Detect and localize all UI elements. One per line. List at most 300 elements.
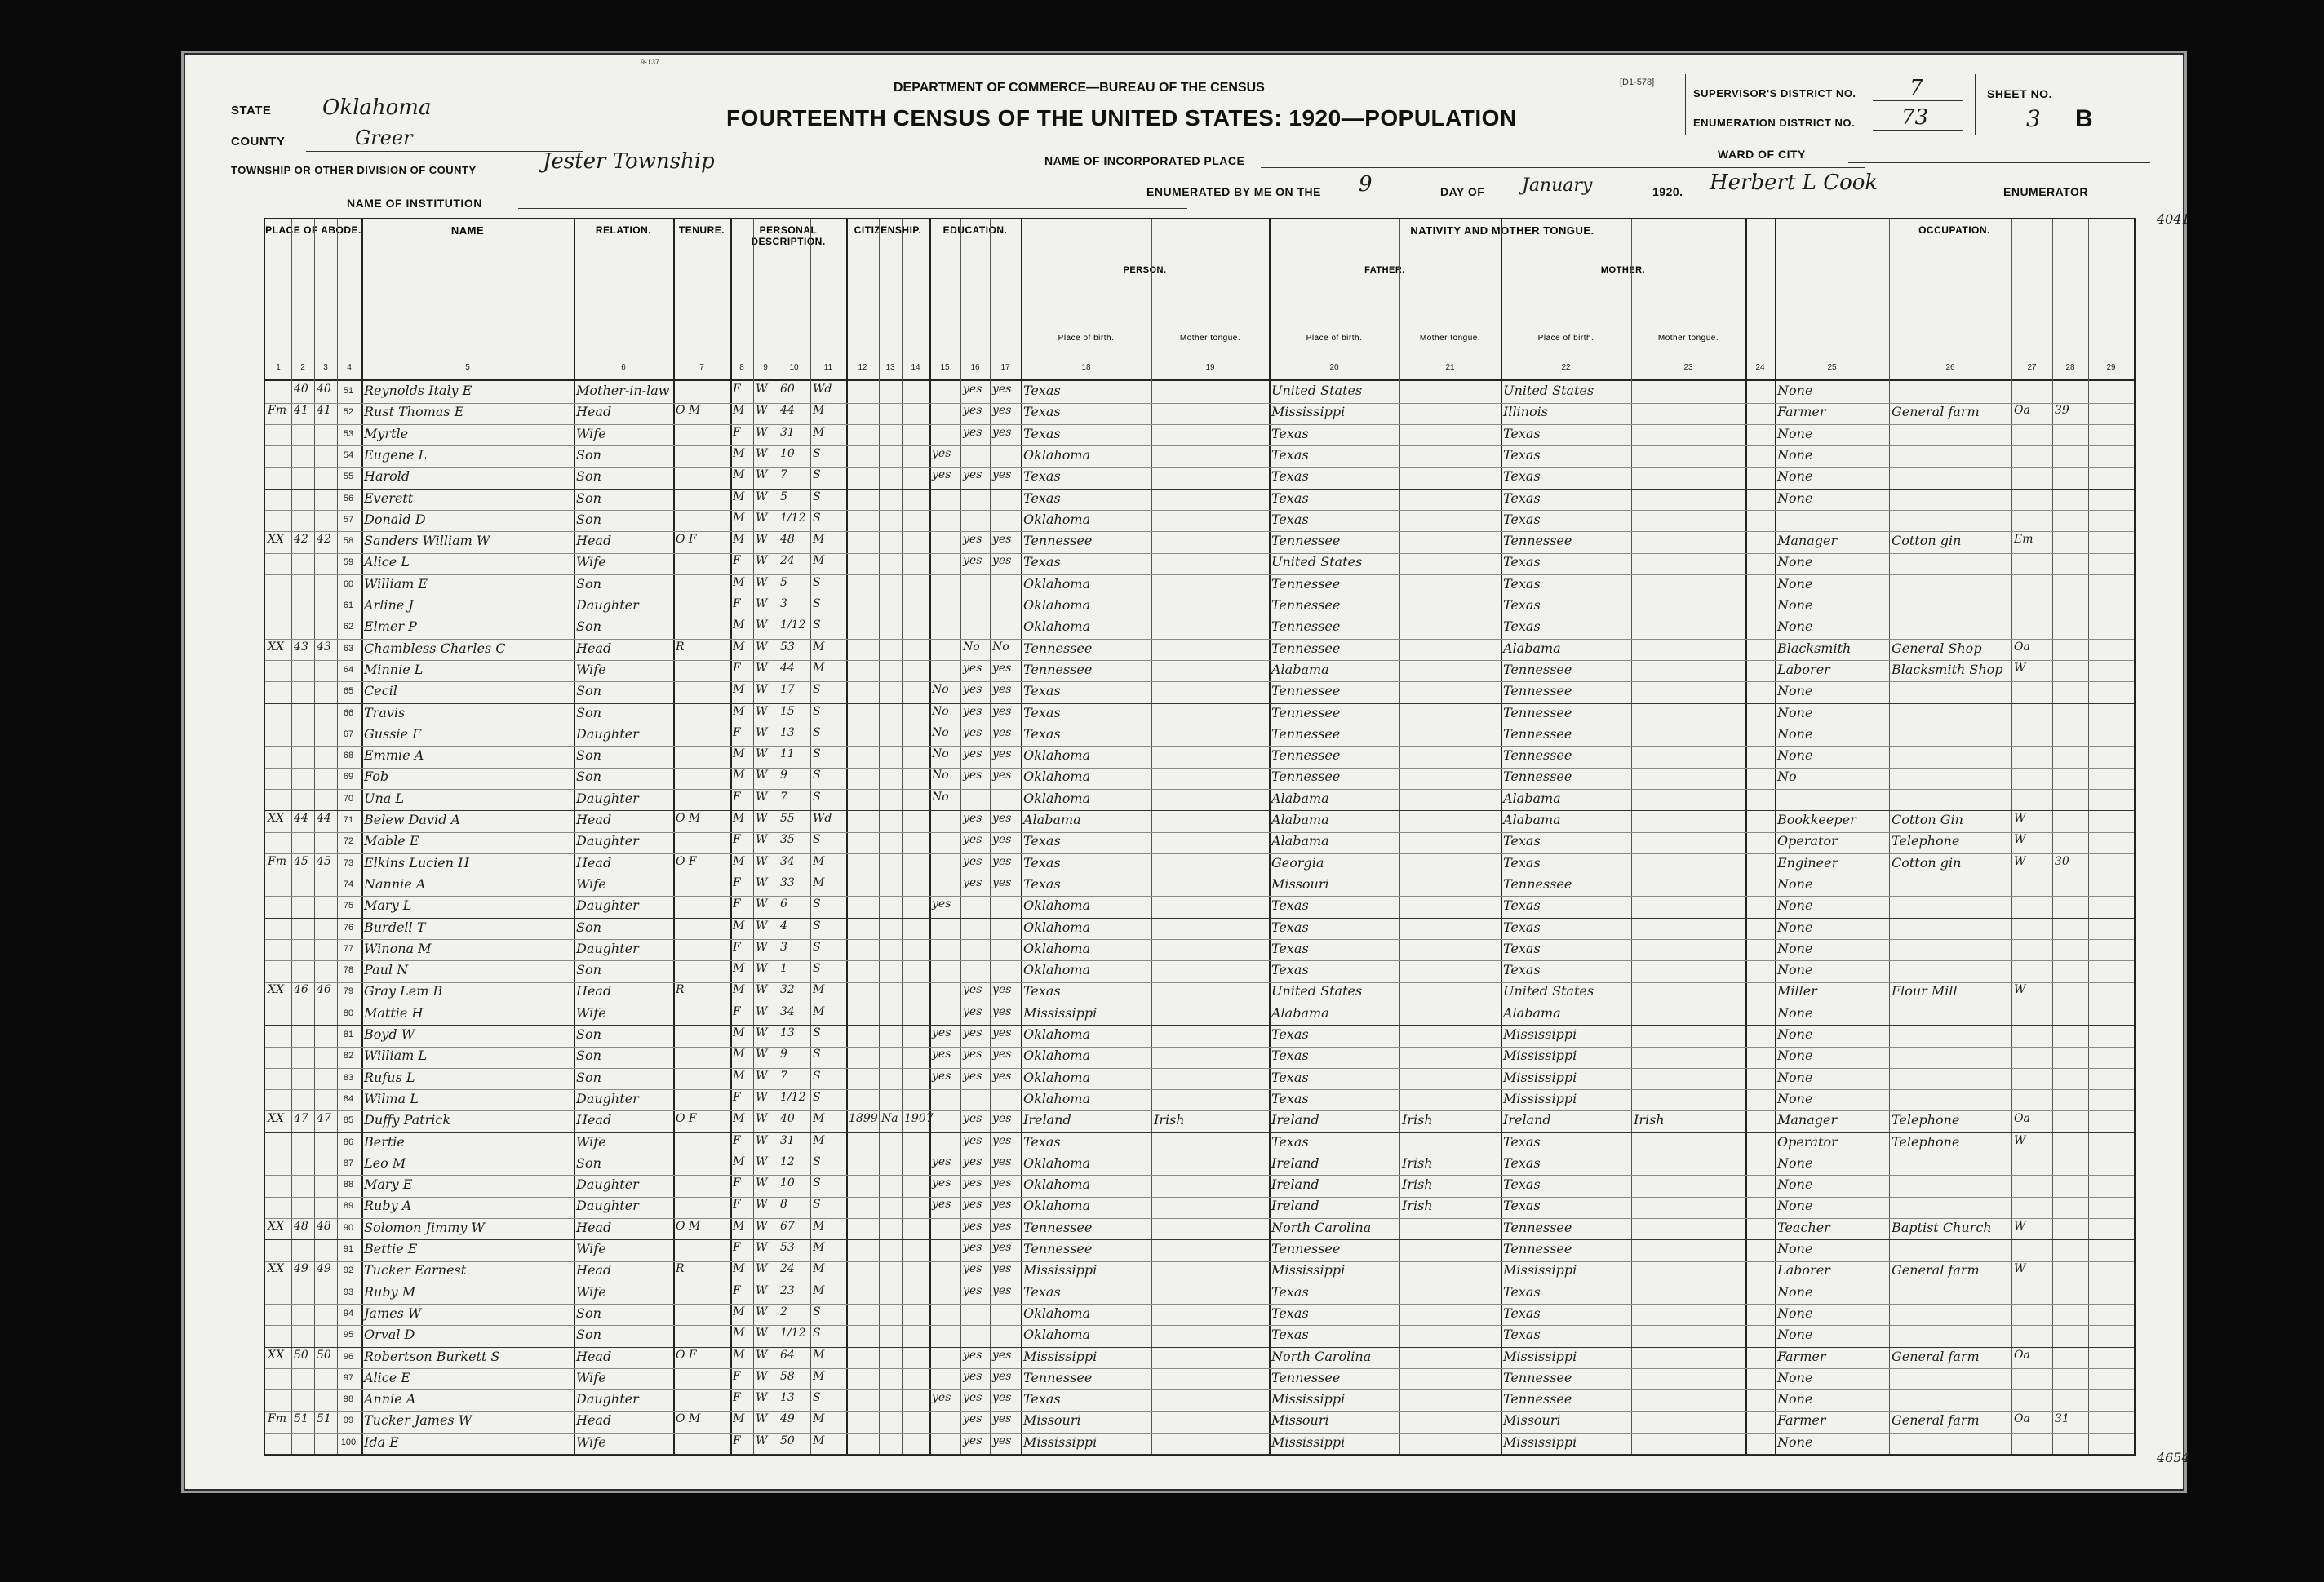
cell-race: W: [756, 812, 768, 825]
county-value: Greer: [355, 126, 413, 149]
cell-pob: Oklahoma: [1023, 919, 1091, 935]
cell-rel: Head: [576, 1219, 612, 1235]
cell-name: Robertson Burkett S: [364, 1348, 500, 1364]
ward-label: WARD OF CITY: [1718, 148, 1806, 161]
cell-mpob: Texas: [1503, 854, 1541, 871]
cell-ln: 90: [343, 1222, 354, 1233]
cell-ms: M: [813, 1241, 825, 1254]
cell-w: yes: [992, 1412, 1012, 1426]
cell-rel: Son: [576, 747, 601, 764]
table-row: [265, 918, 2134, 941]
group-person: PERSON.: [1123, 265, 1167, 275]
day-of-label: DAY OF: [1440, 185, 1485, 198]
cell-ms: M: [813, 1004, 825, 1018]
cell-rel: Wife: [576, 1133, 606, 1150]
column-number: 13: [885, 363, 895, 372]
cell-pob: Oklahoma: [1023, 618, 1091, 635]
column-number: 28: [2065, 363, 2075, 372]
cell-rel: Wife: [576, 1434, 606, 1450]
cell-occ: None: [1777, 962, 1813, 978]
cell-rel: Head: [576, 533, 612, 549]
cell-pob: Oklahoma: [1023, 1305, 1091, 1321]
cell-fpob: Alabama: [1271, 790, 1329, 806]
column-number: 14: [911, 363, 920, 372]
cell-mpob: Mississippi: [1503, 1048, 1577, 1064]
cell-fpob: United States: [1271, 983, 1363, 999]
cell-race: W: [756, 1069, 768, 1083]
cell-r: yes: [963, 1177, 982, 1190]
cell-occ: None: [1777, 597, 1813, 613]
column-number: 24: [1755, 363, 1765, 372]
cell-age: 40: [780, 1112, 795, 1126]
cell-pob: Texas: [1023, 425, 1061, 441]
cell-age: 5: [780, 575, 787, 589]
cell-ms: M: [813, 533, 825, 547]
cell-pob: Oklahoma: [1023, 511, 1091, 527]
cell-mpob: Texas: [1503, 597, 1541, 613]
cell-w: yes: [992, 1133, 1012, 1147]
group-nativity: NATIVITY AND MOTHER TONGUE.: [1410, 224, 1594, 237]
cell-ms: S: [813, 468, 821, 482]
cell-dw: 40: [294, 383, 308, 396]
cell-pob: Tennessee: [1023, 1369, 1093, 1385]
cell-pob: Texas: [1023, 404, 1061, 420]
cell-ms: S: [813, 747, 821, 761]
table-row: [265, 552, 2134, 575]
cell-w: yes: [992, 1369, 1012, 1383]
cell-att: yes: [932, 1391, 951, 1405]
cell-occ: Operator: [1777, 833, 1838, 849]
cell-ms: S: [813, 897, 821, 911]
cell-ms: S: [813, 1327, 821, 1340]
cell-st: Fm: [268, 1412, 286, 1426]
cell-cls: W: [2014, 854, 2026, 868]
cell-sex: M: [733, 704, 745, 718]
cell-ln: 84: [343, 1093, 354, 1104]
group-mother: MOTHER.: [1600, 265, 1646, 275]
table-row: [265, 1089, 2134, 1112]
cell-rel: Head: [576, 1412, 612, 1429]
cell-ms: S: [813, 1154, 821, 1168]
cell-name: Donald D: [364, 511, 426, 527]
cell-name: Emmie A: [364, 747, 424, 764]
cell-att: yes: [932, 1177, 951, 1190]
cell-mpob: Alabama: [1503, 812, 1561, 827]
cell-ln: 62: [343, 622, 354, 632]
cell-mpob: Tennessee: [1503, 1241, 1572, 1256]
cell-occ: None: [1777, 1369, 1813, 1385]
cell-rel: Son: [576, 919, 601, 935]
table-row: [265, 467, 2134, 490]
cell-ln: 77: [343, 943, 354, 954]
subhead-person-pob: Place of birth.: [1058, 334, 1115, 343]
cell-ln: 71: [343, 815, 354, 825]
cell-name: Alice L: [364, 554, 410, 570]
cell-ms: S: [813, 919, 821, 933]
cell-name: Gray Lem B: [364, 983, 443, 999]
cell-fpob: Tennessee: [1271, 725, 1341, 742]
cell-w: yes: [992, 468, 1012, 482]
cell-name: Mable E: [364, 833, 419, 849]
cell-sex: M: [733, 1026, 745, 1039]
cell-rel: Daughter: [576, 833, 639, 849]
cell-r: yes: [963, 1283, 982, 1297]
cell-mpob: Tennessee: [1503, 769, 1572, 785]
cell-pob: Texas: [1023, 854, 1061, 871]
column-number: 4: [347, 363, 352, 372]
cell-occ: None: [1777, 468, 1813, 485]
subhead-person-tongue: Mother tongue.: [1179, 334, 1241, 343]
cell-name: Fob: [364, 769, 389, 785]
cell-mpob: Alabama: [1503, 1004, 1561, 1021]
cell-ms: S: [813, 769, 821, 782]
cell-sex: M: [733, 983, 745, 997]
table-row: [265, 1025, 2134, 1048]
cell-fam: 51: [317, 1412, 331, 1426]
table-row: [265, 1368, 2134, 1391]
cell-pob: Texas: [1023, 490, 1061, 506]
table-row: [265, 875, 2134, 897]
group-citizenship: CITIZENSHIP.: [854, 224, 922, 236]
cell-pob: Oklahoma: [1023, 446, 1091, 463]
cell-race: W: [756, 575, 768, 589]
subhead-father-pob: Place of birth.: [1306, 334, 1363, 343]
cell-att: No: [932, 704, 949, 718]
cell-fpob: Alabama: [1271, 661, 1329, 677]
table-row: [265, 746, 2134, 769]
cell-fpob: Texas: [1271, 425, 1309, 441]
cell-w: yes: [992, 533, 1012, 547]
cell-name: Wilma L: [364, 1090, 419, 1106]
table-row: [265, 660, 2134, 683]
cell-ms: S: [813, 1069, 821, 1083]
cell-cls: W: [2014, 1262, 2026, 1276]
cell-ind: Cotton gin: [1892, 854, 1962, 871]
cell-age: 49: [780, 1412, 795, 1426]
cell-age: 12: [780, 1154, 795, 1168]
cell-race: W: [756, 1241, 768, 1254]
cell-mpob: Texas: [1503, 575, 1541, 592]
cell-rel: Son: [576, 769, 601, 785]
cell-ln: 54: [343, 450, 354, 460]
cell-sex: M: [733, 919, 745, 933]
table-row: [265, 703, 2134, 726]
column-number: 9: [763, 363, 768, 372]
cell-dw: 48: [294, 1219, 308, 1233]
cell-name: Mary L: [364, 897, 412, 914]
cell-st: Fm: [268, 854, 286, 868]
cell-name: Bettie E: [364, 1241, 418, 1256]
cell-race: W: [756, 1154, 768, 1168]
column-number: 17: [1000, 363, 1010, 372]
cell-ln: 61: [343, 600, 354, 610]
census-table: [264, 218, 2136, 1456]
table-row: [265, 489, 2134, 512]
cell-age: 7: [780, 468, 787, 482]
cell-sex: M: [733, 1305, 745, 1318]
cell-race: W: [756, 597, 768, 610]
cell-w: yes: [992, 1434, 1012, 1447]
table-row: [265, 960, 2134, 983]
cell-fam: 44: [317, 812, 331, 825]
cell-pob: Oklahoma: [1023, 747, 1091, 764]
cell-age: 3: [780, 940, 787, 954]
cell-fpob: Ireland: [1271, 1154, 1319, 1171]
enumerator-name: Herbert L Cook: [1710, 171, 1878, 195]
cell-sex: F: [733, 661, 741, 675]
cell-fpob: Tennessee: [1271, 769, 1341, 785]
cell-name: Ruby M: [364, 1283, 416, 1300]
cell-ln: 78: [343, 965, 354, 976]
cell-mpob: Tennessee: [1503, 1219, 1572, 1235]
cell-pob: Oklahoma: [1023, 1327, 1091, 1343]
cell-fpob: Tennessee: [1271, 1369, 1341, 1385]
state-label: STATE: [231, 104, 272, 117]
cell-dw: 42: [294, 533, 308, 547]
cell-race: W: [756, 1283, 768, 1297]
cell-ln: 66: [343, 707, 354, 718]
cell-r: yes: [963, 1348, 982, 1362]
cell-r: yes: [963, 1026, 982, 1039]
cell-fpob: Texas: [1271, 897, 1309, 914]
cell-age: 35: [780, 833, 795, 847]
cell-race: W: [756, 1048, 768, 1061]
cell-fpob: Mississippi: [1271, 1434, 1346, 1450]
column-number: 2: [300, 363, 305, 372]
cell-w: yes: [992, 1154, 1012, 1168]
cell-age: 1/12: [780, 1327, 806, 1340]
cell-name: Tucker Earnest: [364, 1262, 467, 1278]
census-sheet: [181, 51, 2190, 1493]
cell-fpob: Ireland: [1271, 1177, 1319, 1193]
margin-note-top: 4041: [2157, 211, 2190, 227]
cell-occ: Teacher: [1777, 1219, 1830, 1235]
cell-race: W: [756, 1198, 768, 1212]
cell-pob: Mississippi: [1023, 1348, 1098, 1364]
cell-rel: Daughter: [576, 897, 639, 914]
cell-race: W: [756, 383, 768, 396]
cell-pob: Oklahoma: [1023, 897, 1091, 914]
cell-ln: 72: [343, 836, 354, 847]
column-number: 16: [970, 363, 980, 372]
cell-ln: 69: [343, 772, 354, 782]
cell-st: XX: [268, 1112, 284, 1126]
table-row: [265, 1389, 2134, 1412]
ward-underline: [1848, 162, 2150, 163]
cell-st: XX: [268, 812, 284, 825]
cell-age: 1/12: [780, 1090, 806, 1104]
cell-name: Nannie A: [364, 875, 426, 892]
cell-st: XX: [268, 1348, 284, 1362]
cell-pob: Oklahoma: [1023, 597, 1091, 613]
cell-r: yes: [963, 404, 982, 418]
table-row: [265, 1261, 2134, 1283]
cell-w: yes: [992, 769, 1012, 782]
cell-mpob: Texas: [1503, 1133, 1541, 1150]
cell-name: Sanders William W: [364, 533, 490, 549]
cell-ln: 96: [343, 1351, 354, 1362]
cell-name: Elkins Lucien H: [364, 854, 470, 871]
cell-fam: 41: [317, 404, 331, 418]
cell-age: 64: [780, 1348, 795, 1362]
cell-ms: M: [813, 1412, 825, 1426]
table-row: [265, 1218, 2134, 1241]
cell-sex: M: [733, 618, 745, 632]
cell-occ: None: [1777, 575, 1813, 592]
cell-age: 1/12: [780, 511, 806, 525]
cell-occ: None: [1777, 1048, 1813, 1064]
cell-cls: Oa: [2014, 404, 2030, 418]
cell-occ: Farmer: [1777, 404, 1826, 420]
cell-pob: Texas: [1023, 383, 1061, 398]
cell-dw: 43: [294, 640, 308, 654]
cell-r: yes: [963, 468, 982, 482]
cell-w: yes: [992, 661, 1012, 675]
cell-ms: M: [813, 640, 825, 654]
cell-r: yes: [963, 1133, 982, 1147]
cell-ln: 55: [343, 472, 354, 482]
cell-mpob: Texas: [1503, 618, 1541, 635]
cell-ms: S: [813, 575, 821, 589]
cell-ln: 68: [343, 751, 354, 761]
supervisor-label: SUPERVISOR'S DISTRICT NO.: [1693, 87, 1856, 100]
cell-rel: Wife: [576, 875, 606, 892]
cell-age: 6: [780, 897, 787, 911]
cell-sex: F: [733, 1133, 741, 1147]
cell-sex: M: [733, 640, 745, 654]
cell-st: XX: [268, 640, 284, 654]
group-abode: PLACE OF ABODE.: [265, 224, 361, 236]
cell-race: W: [756, 897, 768, 911]
cell-age: 67: [780, 1219, 795, 1233]
cell-name: Everett: [364, 490, 414, 506]
cell-fpob: Tennessee: [1271, 618, 1341, 635]
cell-occ: None: [1777, 425, 1813, 441]
cell-rel: Son: [576, 1305, 601, 1321]
cell-rel: Head: [576, 854, 612, 871]
cell-w: yes: [992, 425, 1012, 439]
cell-fpob: Texas: [1271, 1327, 1309, 1343]
incorporated-underline: [1261, 167, 1865, 168]
cell-name: Annie A: [364, 1391, 416, 1407]
group-education: EDUCATION.: [942, 224, 1008, 236]
cell-ind: Cotton Gin: [1892, 812, 1963, 827]
column-number: 6: [621, 363, 626, 372]
cell-fmt: Irish: [1402, 1112, 1433, 1128]
cell-ln: 79: [343, 986, 354, 997]
cell-name: Minnie L: [364, 661, 424, 677]
cell-rel: Daughter: [576, 1177, 639, 1193]
cell-age: 13: [780, 725, 795, 739]
table-row: [265, 1347, 2134, 1370]
cell-dw: 41: [294, 404, 308, 418]
cell-fpob: Missouri: [1271, 1412, 1329, 1429]
cell-ln: 67: [343, 729, 354, 739]
cell-mpob: Tennessee: [1503, 533, 1572, 549]
margin-note-bottom: 4654: [2157, 1450, 2190, 1465]
cell-ms: S: [813, 1391, 821, 1405]
cell-ms: Wd: [813, 383, 832, 396]
cell-rel: Son: [576, 1327, 601, 1343]
cell-pob: Texas: [1023, 468, 1061, 485]
cell-race: W: [756, 1090, 768, 1104]
cell-race: W: [756, 790, 768, 804]
cell-pob: Tennessee: [1023, 661, 1093, 677]
cell-r: yes: [963, 833, 982, 847]
cell-ms: S: [813, 1177, 821, 1190]
cell-age: 50: [780, 1434, 795, 1447]
cell-cls: Oa: [2014, 1412, 2030, 1426]
cell-race: W: [756, 490, 768, 503]
enumeration-district-number: 73: [1901, 105, 1929, 130]
cell-name: William L: [364, 1048, 428, 1064]
cell-sex: M: [733, 1154, 745, 1168]
cell-r: yes: [963, 1048, 982, 1061]
cell-sex: M: [733, 812, 745, 825]
cell-ms: M: [813, 1219, 825, 1233]
cell-ind: General farm: [1892, 1262, 1980, 1278]
cell-ms: S: [813, 725, 821, 739]
cell-pob: Texas: [1023, 725, 1061, 742]
cell-sex: F: [733, 875, 741, 889]
cell-ms: S: [813, 940, 821, 954]
cell-sex: F: [733, 1369, 741, 1383]
cell-occ: None: [1777, 1177, 1813, 1193]
cell-occ: None: [1777, 875, 1813, 892]
cell-rel: Head: [576, 404, 612, 420]
cell-ln: 60: [343, 578, 354, 589]
table-row: [265, 1154, 2134, 1177]
cell-age: 10: [780, 446, 795, 460]
cell-sex: F: [733, 1004, 741, 1018]
cell-fmt: Irish: [1402, 1154, 1433, 1171]
cell-fpob: Texas: [1271, 1048, 1309, 1064]
cell-ms: S: [813, 704, 821, 718]
cell-sex: M: [733, 1069, 745, 1083]
cell-pob: Texas: [1023, 683, 1061, 699]
cell-mpob: Texas: [1503, 446, 1541, 463]
cell-pob: Oklahoma: [1023, 790, 1091, 806]
cell-name: Burdell T: [364, 919, 426, 935]
cell-pob: Oklahoma: [1023, 1177, 1091, 1193]
cell-fpob: Tennessee: [1271, 1241, 1341, 1256]
cell-st: XX: [268, 1219, 284, 1233]
cell-occ: None: [1777, 1069, 1813, 1085]
cell-sex: F: [733, 790, 741, 804]
column-number: 23: [1683, 363, 1693, 372]
sheet-label: SHEET NO.: [1987, 87, 2052, 100]
cell-sex: F: [733, 1434, 741, 1447]
cell-pob: Tennessee: [1023, 1219, 1093, 1235]
cell-ten: R: [676, 640, 685, 654]
cell-ms: S: [813, 683, 821, 697]
cell-ln: 83: [343, 1072, 354, 1083]
cell-race: W: [756, 425, 768, 439]
cell-ind: Telephone: [1892, 1112, 1960, 1128]
cell-race: W: [756, 725, 768, 739]
cell-race: W: [756, 446, 768, 460]
cell-age: 48: [780, 533, 795, 547]
cell-race: W: [756, 704, 768, 718]
cell-farm: 31: [2055, 1412, 2069, 1426]
cell-att: No: [932, 747, 949, 761]
cell-pob: Oklahoma: [1023, 1026, 1091, 1042]
table-row: [265, 896, 2134, 919]
cell-ind: General farm: [1892, 1412, 1980, 1429]
cell-race: W: [756, 1026, 768, 1039]
cell-ind: Flour Mill: [1892, 983, 1958, 999]
cell-ln: 57: [343, 514, 354, 525]
